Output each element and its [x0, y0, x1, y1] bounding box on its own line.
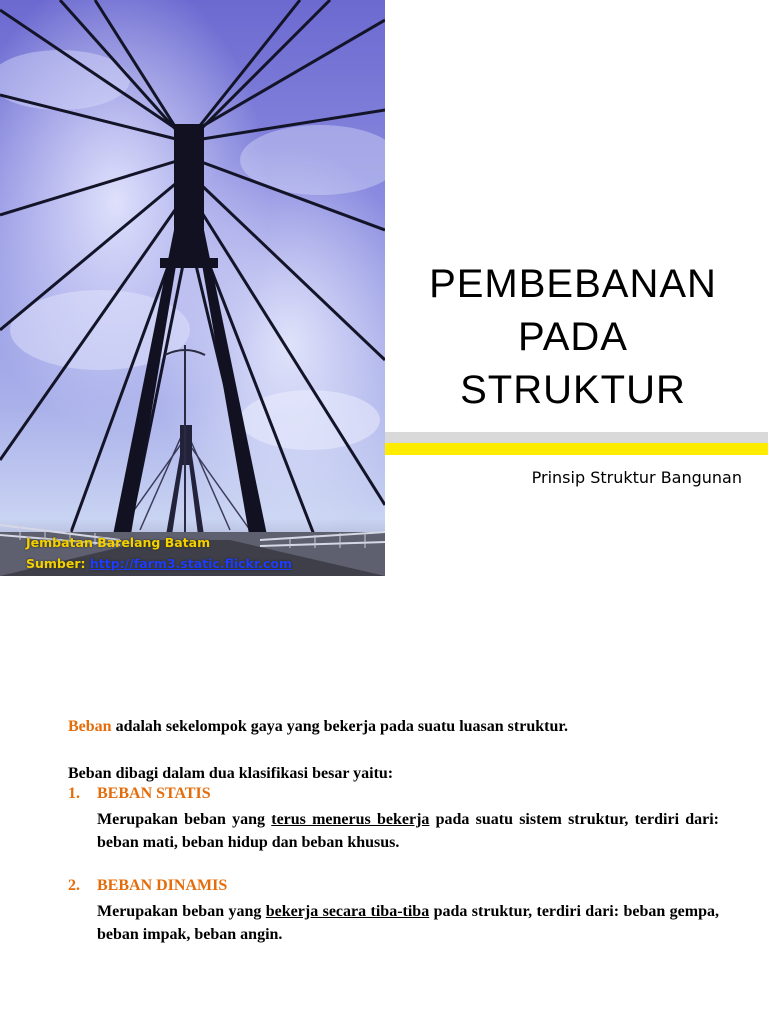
content-slide: [0, 600, 768, 1024]
title-line-2: PADA: [518, 315, 628, 359]
item-1-desc-before: Merupakan beban yang: [97, 811, 272, 828]
item-2-desc-underlined: bekerja secara tiba-tiba: [265, 903, 430, 920]
definition-keyword: Beban: [68, 718, 112, 735]
item-1-desc-after: pada suatu sistem struktur, terdiri dari: beban mati, beban hidup dan beban khusus.: [97, 811, 719, 851]
definition-text: [68, 715, 568, 738]
classification-intro: Beban dibagi dalam dua klasifikasi besar yaitu:: [68, 765, 394, 782]
gray-divider-bar: [385, 432, 768, 443]
caption-title: Jembatan Barelang Batam: [26, 535, 211, 550]
slide-subtitle: Prinsip Struktur Bangunan: [531, 468, 742, 487]
item-2-heading: BEBAN DINAMIS: [97, 877, 228, 894]
item-1-heading: BEBAN STATIS: [97, 785, 211, 802]
item-2-desc-before: Merupakan beban yang: [97, 903, 266, 920]
item-1-desc-underlined: terus menerus bekerja: [271, 811, 430, 828]
item-2-description: [97, 900, 719, 946]
caption-source: [26, 553, 292, 574]
bridge-photo: [0, 0, 385, 576]
photo-caption: [26, 532, 292, 574]
definition-rest: adalah sekelompok gaya yang bekerja pada suatu luasan struktur.: [111, 718, 568, 735]
slide-title: [388, 258, 758, 417]
title-line-1: PEMBEBANAN: [429, 262, 717, 306]
item-2-number: 2.: [68, 877, 80, 894]
caption-source-label: Sumber:: [26, 556, 86, 571]
title-line-3: STRUKTUR: [460, 368, 686, 412]
item-1-number: 1.: [68, 785, 80, 802]
item-2-desc-after: pada struktur, terdiri dari: beban gempa, beban impak, beban angin.: [97, 903, 719, 943]
yellow-divider-bar: [385, 443, 768, 455]
item-1-description: [97, 808, 719, 854]
caption-source-link[interactable]: http://farm3.static.flickr.com: [89, 556, 293, 571]
